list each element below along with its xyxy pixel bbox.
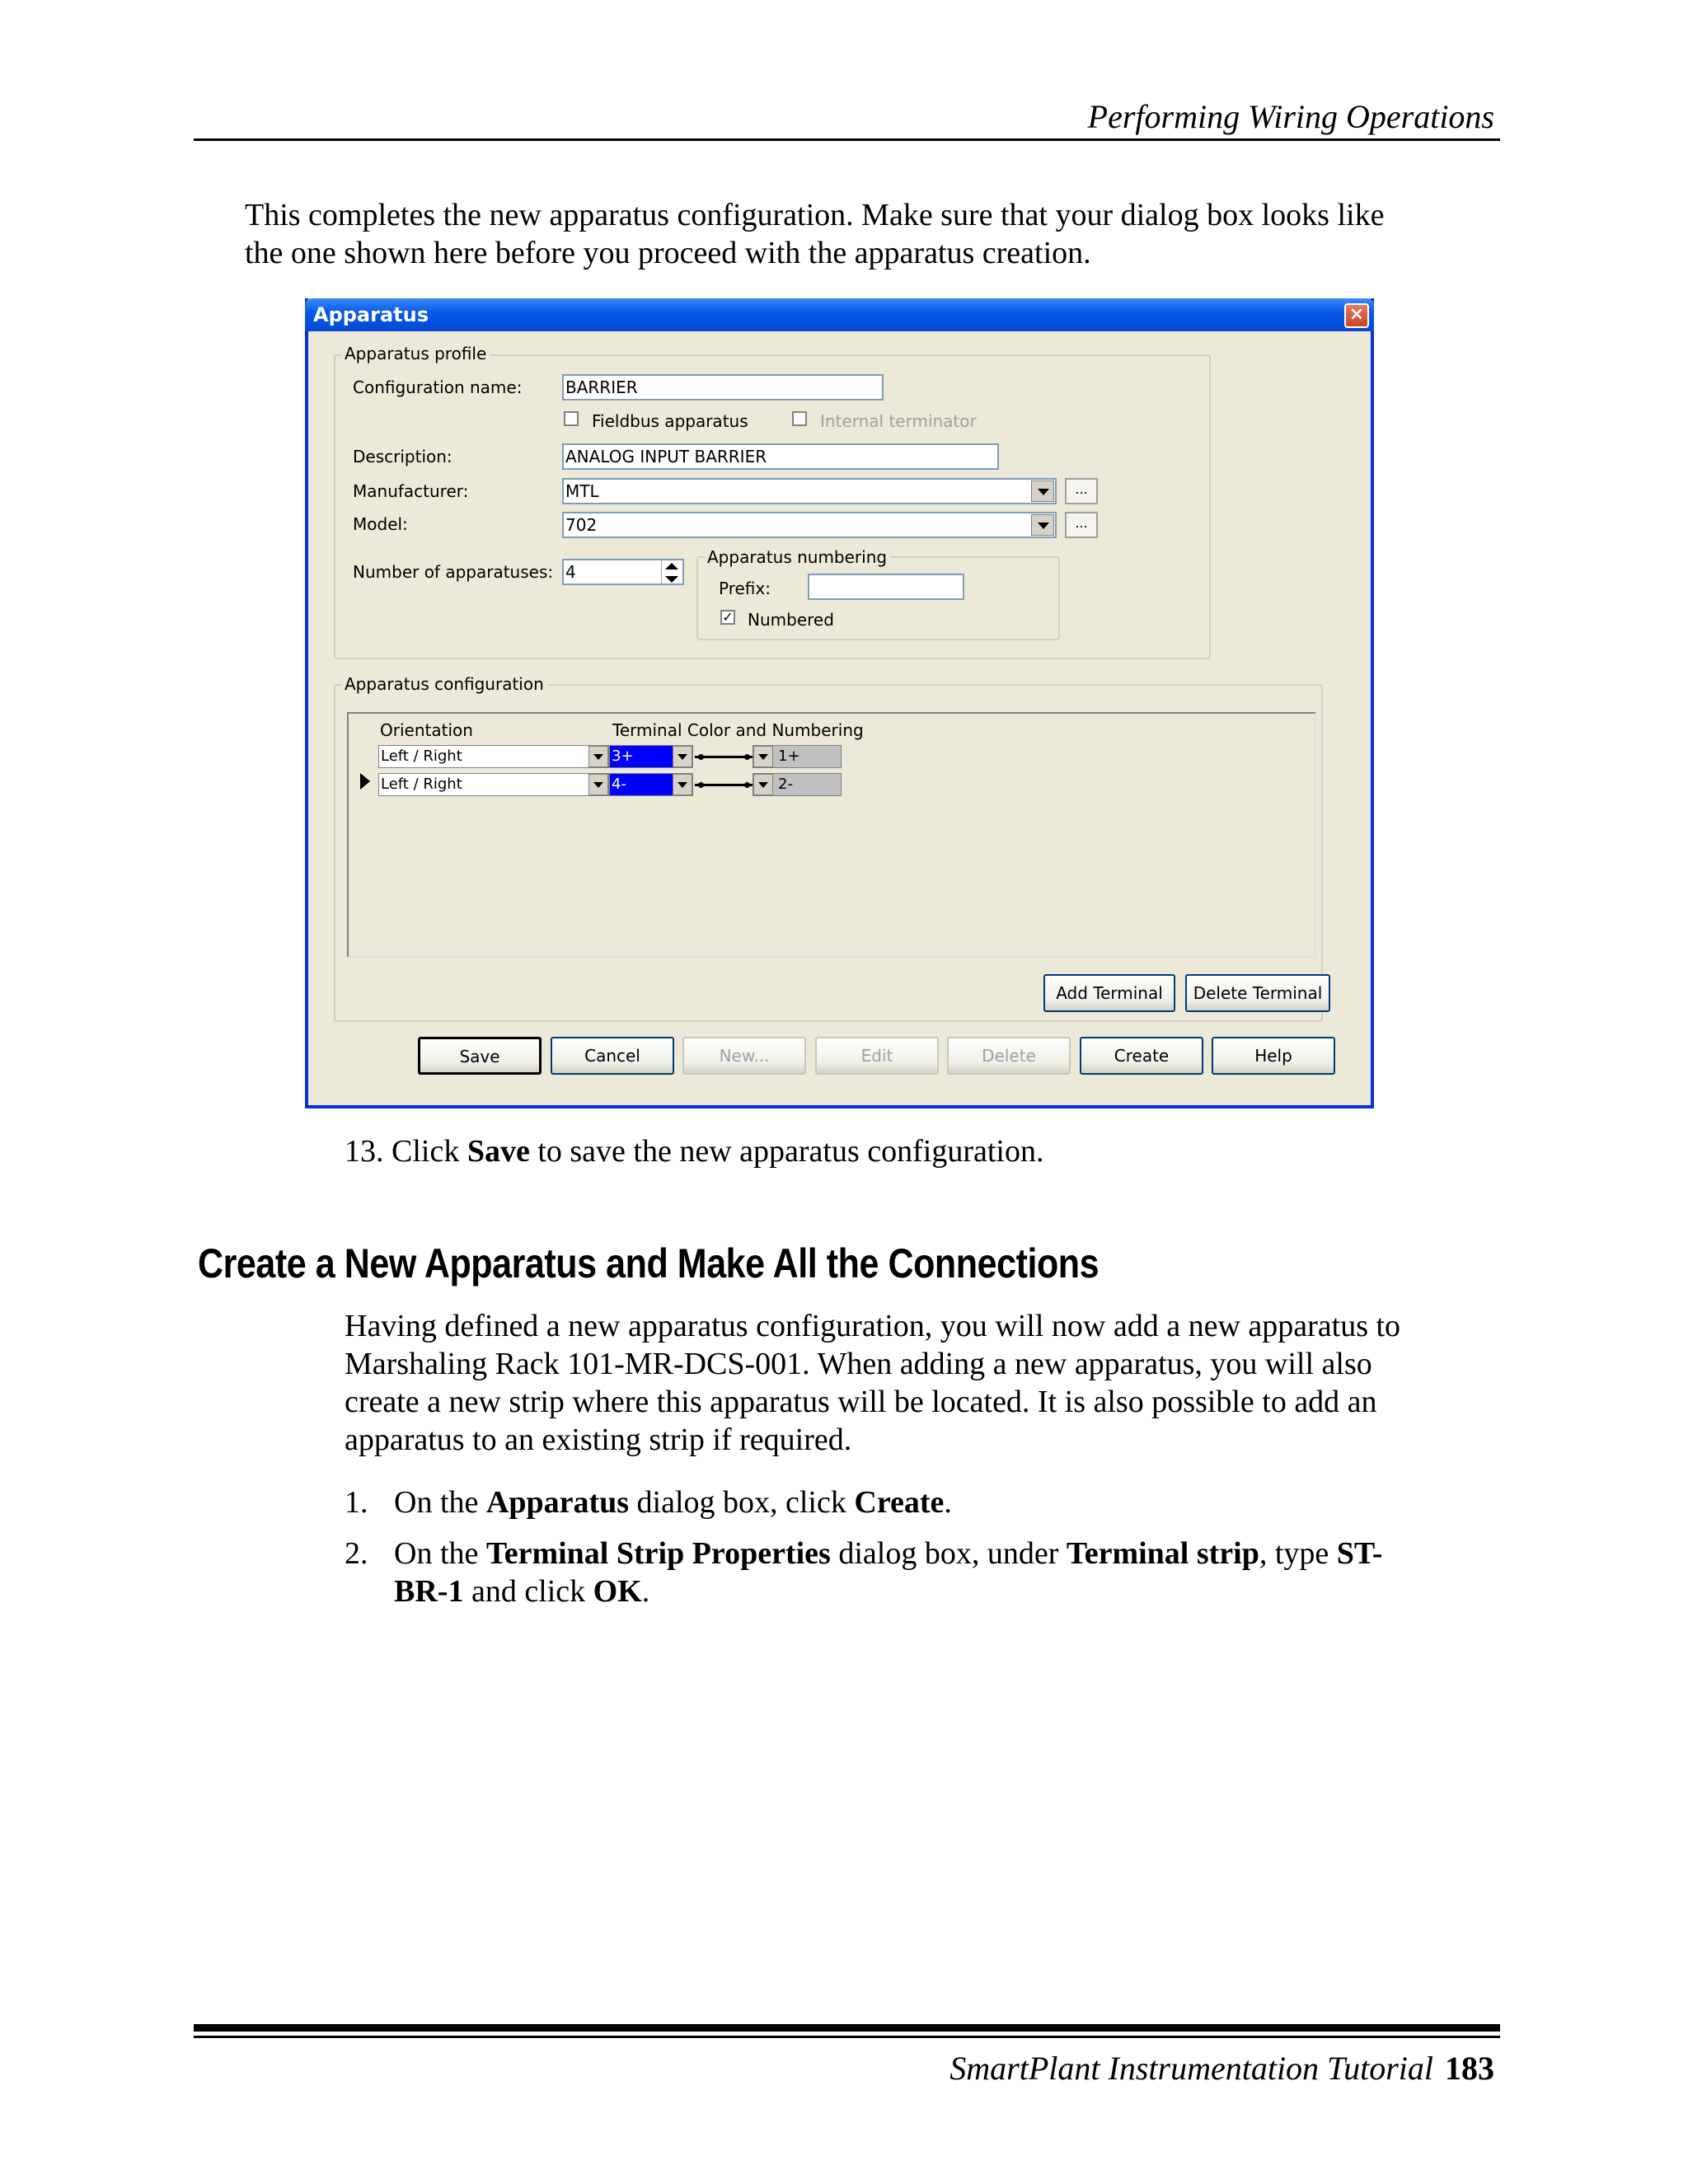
right-terminal-cell[interactable] xyxy=(753,773,842,796)
footer-rule-thin xyxy=(194,2036,1500,2038)
footer-title: SmartPlant Instrumentation Tutorial xyxy=(950,2050,1433,2087)
manufacturer-browse-button[interactable]: ... xyxy=(1065,478,1098,504)
model-label: Model: xyxy=(353,514,408,534)
fieldbus-checkbox[interactable] xyxy=(564,411,579,426)
left-terminal-cell[interactable] xyxy=(609,773,693,796)
spinner-arrows-icon[interactable] xyxy=(661,560,682,585)
add-terminal-button[interactable]: Add Terminal xyxy=(1043,974,1175,1012)
orientation-column-header: Orientation xyxy=(380,720,473,740)
step-bold: Save xyxy=(467,1134,530,1169)
apparatus-numbering-label: Apparatus numbering xyxy=(704,547,890,567)
prefix-input[interactable] xyxy=(808,574,964,600)
left-terminal-value: 4- xyxy=(612,776,626,793)
section-line-1: Having defined a new apparatus configuration, you will now add a new apparatus to xyxy=(345,1309,1401,1343)
number-of-apparatuses-stepper[interactable] xyxy=(562,559,684,585)
section-line-2: Marshaling Rack 101-MR-DCS-001. When adding a new apparatus, you will also xyxy=(345,1347,1372,1381)
list-number: 1. xyxy=(345,1485,368,1520)
chevron-down-icon[interactable] xyxy=(1031,514,1054,536)
footer-rule-thick xyxy=(194,2024,1500,2032)
section-heading: Create a New Apparatus and Make All the Connections xyxy=(198,1240,1100,1286)
section-line-4: apparatus to an existing strip if required. xyxy=(345,1422,852,1457)
orientation-value: Left / Right xyxy=(381,776,462,793)
terminal-grid xyxy=(347,712,1316,958)
configuration-name-label: Configuration name: xyxy=(353,377,523,397)
model-browse-button[interactable]: ... xyxy=(1065,512,1098,538)
intro-line-1: This completes the new apparatus configuration. Make sure that your dialog box looks like xyxy=(245,198,1385,232)
right-terminal-cell[interactable] xyxy=(753,745,842,768)
step-text: to save the new apparatus configuration. xyxy=(529,1134,1044,1169)
chevron-down-icon[interactable] xyxy=(753,774,773,795)
chevron-down-icon[interactable] xyxy=(588,774,608,795)
page-number: 183 xyxy=(1445,2050,1494,2087)
manufacturer-value: MTL xyxy=(565,481,599,501)
row-selector-icon xyxy=(360,773,370,790)
chevron-down-icon[interactable] xyxy=(588,746,608,767)
number-of-apparatuses-value: 4 xyxy=(565,562,576,582)
model-value: 702 xyxy=(565,515,598,535)
running-header: Performing Wiring Operations xyxy=(1087,98,1494,135)
apparatus-configuration-label: Apparatus configuration xyxy=(341,674,547,694)
prefix-label: Prefix: xyxy=(719,579,771,598)
step-text: Click xyxy=(392,1134,467,1169)
help-button[interactable]: Help xyxy=(1212,1037,1335,1075)
chevron-down-icon[interactable] xyxy=(673,746,692,767)
header-rule xyxy=(194,138,1500,141)
numbered-checkbox[interactable]: ✓ xyxy=(720,610,735,625)
intro-line-2: the one shown here before you proceed with the apparatus creation. xyxy=(245,236,1091,270)
model-select[interactable] xyxy=(562,512,1057,538)
description-label: Description: xyxy=(353,447,452,466)
right-terminal-value: 2- xyxy=(778,776,793,793)
fieldbus-label: Fieldbus apparatus xyxy=(592,411,748,431)
close-icon[interactable]: × xyxy=(1344,303,1369,328)
internal-terminator-label: Internal terminator xyxy=(820,411,977,431)
wire-node-icon xyxy=(744,782,750,788)
create-button[interactable]: Create xyxy=(1080,1037,1203,1075)
chevron-down-icon[interactable] xyxy=(673,774,692,795)
edit-button[interactable]: Edit xyxy=(815,1037,939,1075)
wire-node-icon xyxy=(698,782,704,788)
chevron-down-icon[interactable] xyxy=(1031,480,1054,502)
orientation-cell[interactable] xyxy=(378,773,609,796)
dialog-title: Apparatus xyxy=(313,303,429,326)
wire-node-icon xyxy=(698,754,704,760)
manufacturer-select[interactable] xyxy=(562,478,1057,504)
delete-button[interactable]: Delete xyxy=(947,1037,1071,1075)
section-line-3: create a new strip where this apparatus will be located. It is also possible to add an xyxy=(345,1385,1377,1419)
number-of-apparatuses-label: Number of apparatuses: xyxy=(353,562,554,582)
left-terminal-cell[interactable] xyxy=(609,745,693,768)
configuration-name-input[interactable]: BARRIER xyxy=(562,374,884,401)
left-terminal-value: 3+ xyxy=(612,748,634,765)
step-13 xyxy=(345,1132,1043,1170)
numbered-label: Numbered xyxy=(748,610,834,630)
cancel-button[interactable]: Cancel xyxy=(551,1037,674,1075)
list-number: 2. xyxy=(345,1536,368,1571)
orientation-value: Left / Right xyxy=(381,748,462,765)
description-input[interactable]: ANALOG INPUT BARRIER xyxy=(562,443,999,470)
dialog-titlebar[interactable] xyxy=(305,298,1374,331)
delete-terminal-button[interactable]: Delete Terminal xyxy=(1185,974,1330,1012)
wire-node-icon xyxy=(744,754,750,760)
right-terminal-value: 1+ xyxy=(778,748,800,765)
apparatus-profile-label: Apparatus profile xyxy=(341,344,490,363)
orientation-cell[interactable] xyxy=(378,745,609,768)
internal-terminator-checkbox[interactable] xyxy=(792,411,807,426)
footer xyxy=(950,2049,1494,2088)
save-button[interactable]: Save xyxy=(418,1037,542,1075)
new-button[interactable]: New... xyxy=(682,1037,806,1075)
chevron-down-icon[interactable] xyxy=(753,746,773,767)
step-number: 13. xyxy=(345,1134,384,1169)
terminal-column-header: Terminal Color and Numbering xyxy=(612,720,864,740)
manufacturer-label: Manufacturer: xyxy=(353,481,469,501)
apparatus-dialog xyxy=(305,298,1374,1108)
